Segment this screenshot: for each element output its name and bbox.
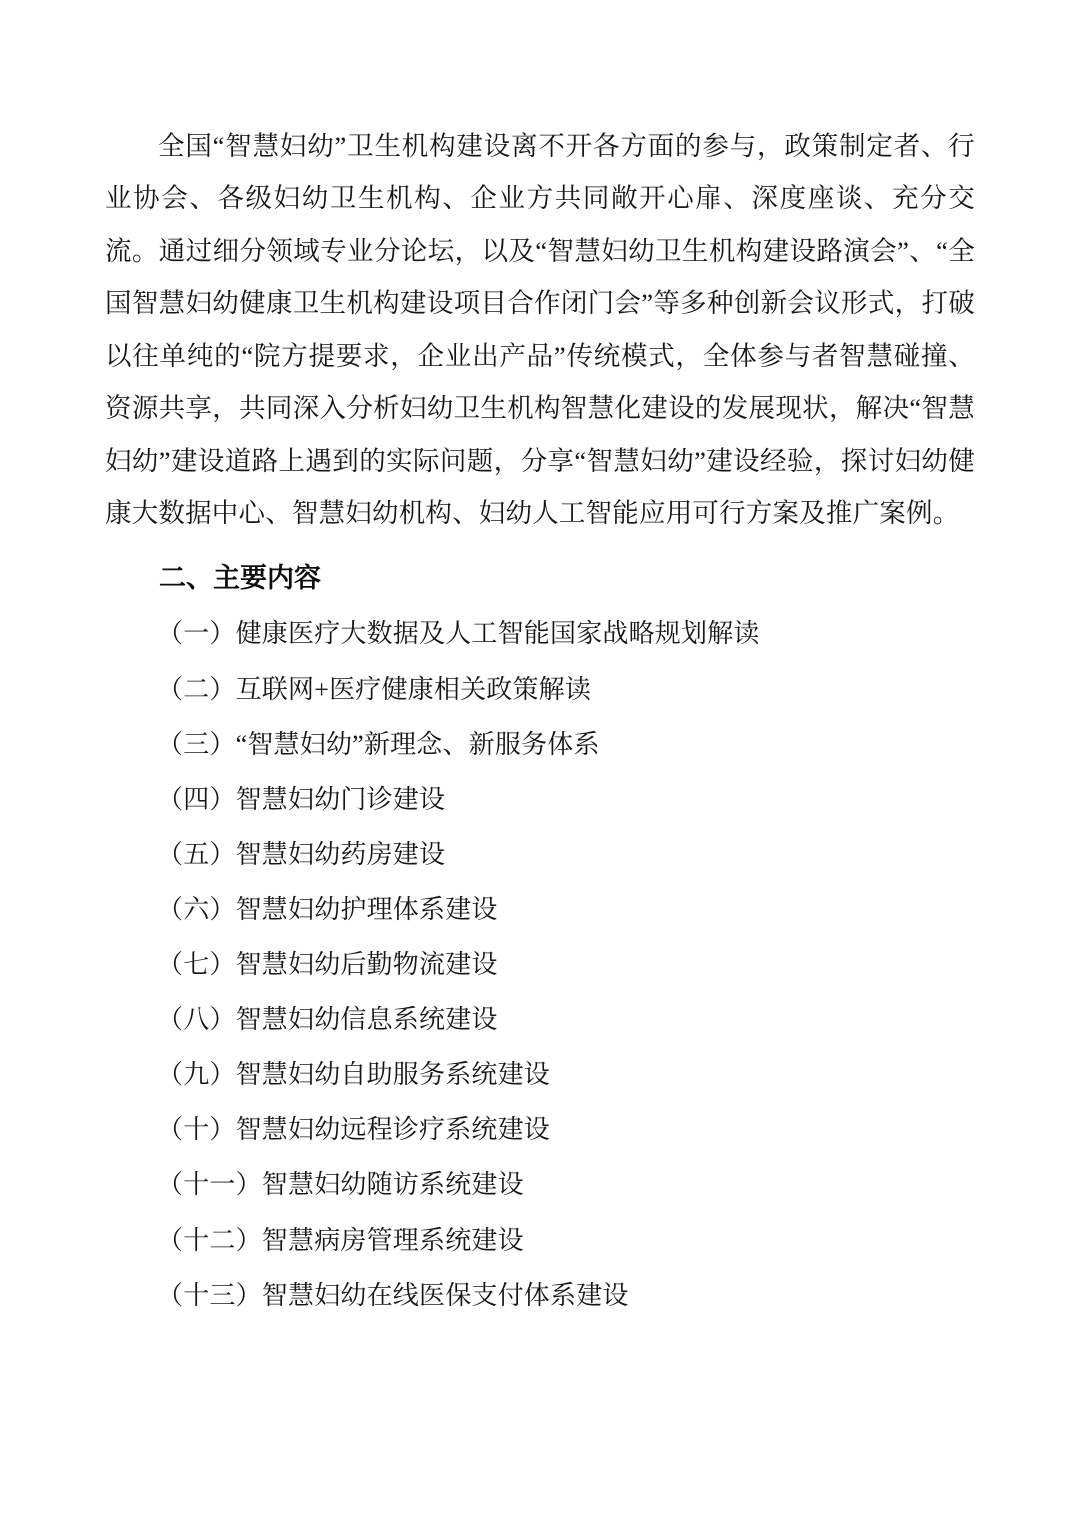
- list-item: （三）“智慧妇幼”新理念、新服务体系: [157, 729, 600, 759]
- list-item: （五）智慧妇幼药房建设: [157, 839, 446, 869]
- numbered-list: [105, 606, 975, 1322]
- list-item: （二）互联网+医疗健康相关政策解读: [157, 674, 592, 704]
- list-item: （十三）智慧妇幼在线医保支付体系建设: [157, 1280, 629, 1310]
- list-item: （六）智慧妇幼护理体系建设: [157, 894, 498, 924]
- list-item: （十一）智慧妇幼随访系统建设: [157, 1170, 524, 1200]
- body-paragraph: 全国“智慧妇幼”卫生机构建设离不开各方面的参与，政策制定者、行业协会、各级妇幼卫生机构、企业方共同敞开心扉、深度座谈、充分交流。通过细分领域专业分论坛，以及“智慧妇幼卫生机构建设路演会”、“全国智慧妇幼健康卫生机构建设项目合作闭门会”等多种创新会议形式，打破以往单纯的“院方提要求，企业出产品”传统模式，全体参与者智慧碰撞、资源共享，共同深入分析妇幼卫生机构智慧化建设的发展现状，解决“智慧妇幼”建设道路上遇到的实际问题，分享“智慧妇幼”建设经验，探讨妇幼健康大数据中心、智慧妇幼机构、妇幼人工智能应用可行方案及推广案例。: [105, 131, 975, 529]
- list-item: （十二）智慧病房管理系统建设: [157, 1225, 524, 1255]
- list-item: （十）智慧妇幼远程诊疗系统建设: [157, 1115, 551, 1145]
- list-item: （七）智慧妇幼后勤物流建设: [157, 950, 498, 980]
- list-item: （四）智慧妇幼门诊建设: [157, 784, 446, 814]
- list-item: （九）智慧妇幼自助服务系统建设: [157, 1060, 551, 1090]
- section-heading: 二、主要内容: [159, 562, 321, 593]
- list-item: （一）健康医疗大数据及人工智能国家战略规划解读: [157, 619, 760, 649]
- list-item: （八）智慧妇幼信息系统建设: [157, 1005, 498, 1035]
